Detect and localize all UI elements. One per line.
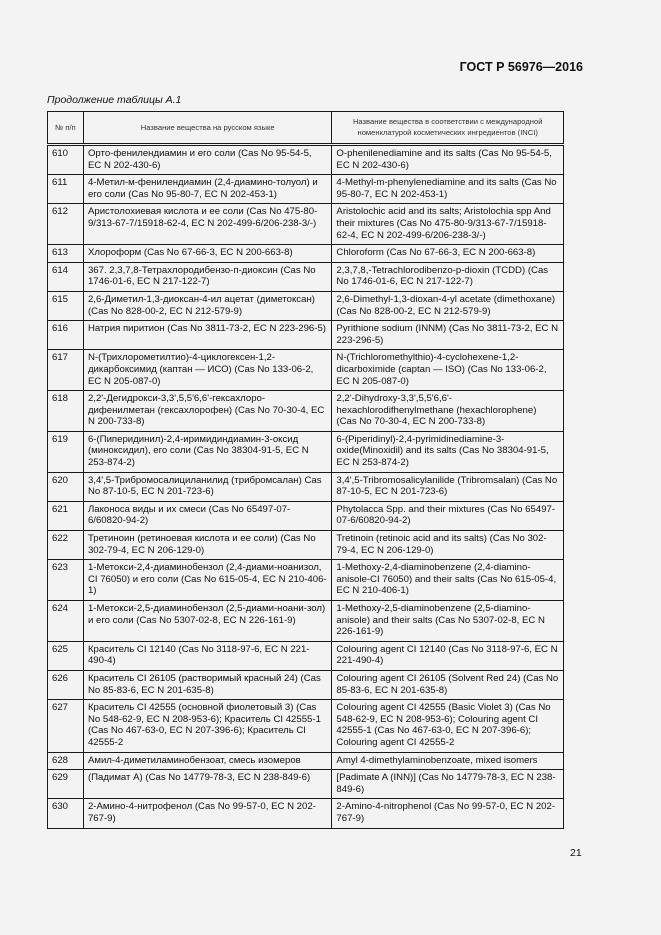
table-row bbox=[48, 262, 564, 291]
inci-name-cell: O-phenilenediamine and its salts (Cas No 95-54-5, EC N 202-430-6) bbox=[332, 145, 564, 175]
table-row bbox=[48, 501, 564, 530]
row-number-cell: 616 bbox=[48, 321, 84, 350]
inci-name-cell: Pyrithione sodium (INNM) (Cas No 3811-73-2, EC N 223-296-5) bbox=[332, 321, 564, 350]
table-row bbox=[48, 799, 564, 828]
russian-name-cell: Орто-фенилендиамин и его соли (Cas No 95-54-5, EC N 202-430-6) bbox=[83, 145, 331, 175]
inci-name-cell: 2-Amino-4-nitrophenol (Cas No 99-57-0, EC N 202-767-9) bbox=[332, 799, 564, 828]
table-row bbox=[48, 145, 564, 175]
table-row bbox=[48, 472, 564, 501]
russian-name-cell: Лаконоса виды и их смеси (Cas No 65497-07-6/60820-94-2) bbox=[83, 501, 331, 530]
row-number-cell: 615 bbox=[48, 291, 84, 320]
russian-name-cell: 367. 2,3,7,8-Тетрахлородибензо-п-диоксин (Cas No 1746-01-6, EC N 217-122-7) bbox=[83, 262, 331, 291]
table-row bbox=[48, 531, 564, 560]
russian-name-cell: 1-Метокси-2,5-диаминобензол (2,5-диами-ноани-зол) и его соли (Cas No 5307-02-8, EC N 226-161-9) bbox=[83, 601, 331, 642]
russian-name-cell: Натрия пиритион (Cas No 3811-73-2, EC N 223-296-5) bbox=[83, 321, 331, 350]
table-row bbox=[48, 245, 564, 263]
table-row bbox=[48, 641, 564, 670]
table-row bbox=[48, 770, 564, 799]
table-row bbox=[48, 350, 564, 391]
table-row bbox=[48, 175, 564, 204]
inci-name-cell: 1-Methoxy-2,4-diaminobenzene (2,4-diamino-anisole-CI 76050) and their salts (Cas No 615-05-4, EC N 210-406-1) bbox=[332, 560, 564, 601]
page-number: 21 bbox=[570, 847, 582, 859]
row-number-cell: 630 bbox=[48, 799, 84, 828]
russian-name-cell: Краситель CI 26105 (растворимый красный 24) (Cas No 85-83-6, EC N 201-635-8) bbox=[83, 670, 331, 699]
column-header-number: № п/п bbox=[48, 112, 84, 145]
inci-name-cell: Colouring agent CI 42555 (Basic Violet 3) (Cas No 548-62-9, EC N 208-953-6); Colouring agent CI 42555-1 (Cas No 467-63-0, EC N 207-396-6); Colouring agent CI 42555-2 bbox=[332, 700, 564, 752]
table-row bbox=[48, 601, 564, 642]
inci-name-cell: Colouring agent CI 12140 (Cas No 3118-97-6, EC N 221-490-4) bbox=[332, 641, 564, 670]
table-row bbox=[48, 291, 564, 320]
inci-name-cell: 3,4',5-Tribromosalicylanilide (Tribromsalan) (Cas No 87-10-5, EC N 201-723-6) bbox=[332, 472, 564, 501]
column-header-russian-name: Название вещества на русском языке bbox=[83, 112, 331, 145]
row-number-cell: 611 bbox=[48, 175, 84, 204]
row-number-cell: 627 bbox=[48, 700, 84, 752]
russian-name-cell: Аристолохиевая кислота и ее соли (Cas No 475-80-9/313-67-7/15918-62-4, EC N 202-499-6/206-238-3/-) bbox=[83, 204, 331, 245]
row-number-cell: 625 bbox=[48, 641, 84, 670]
document-code: ГОСТ Р 56976—2016 bbox=[459, 60, 583, 74]
inci-name-cell: Chloroform (Cas No 67-66-3, EC N 200-663-8) bbox=[332, 245, 564, 263]
russian-name-cell: 4-Метил-м-фенилендиамин (2,4-диамино-толуол) и его соли (Cas No 95-80-7, EC N 202-453-1) bbox=[83, 175, 331, 204]
russian-name-cell: N-(Трихлорометилтио)-4-циклогексен-1,2-дикарбоксимид (каптан — ИСО) (Cas No 133-06-2, EC N 205-087-0) bbox=[83, 350, 331, 391]
substances-table bbox=[47, 111, 564, 829]
inci-name-cell: 2,2'-Dihydroxy-3,3',5,5'6,6'-hexachlorodifhenylmethane (hexachlorophene) (Cas No 70-30-4, EC N 200-733-8) bbox=[332, 391, 564, 432]
inci-name-cell: 2,6-Dimethyl-1,3-dioxan-4-yl acetate (dimethoxane) (Cas No 828-00-2, EC N 212-579-9) bbox=[332, 291, 564, 320]
inci-name-cell: Phytolacca Spp. and their mixtures (Cas No 65497-07-6/60820-94-2) bbox=[332, 501, 564, 530]
inci-name-cell: 4-Methyl-m-phenylenediamine and its salts (Cas No 95-80-7, EC N 202-453-1) bbox=[332, 175, 564, 204]
table-row bbox=[48, 670, 564, 699]
russian-name-cell: Третиноин (ретиноевая кислота и ее соли) (Cas No 302-79-4, EC N 206-129-0) bbox=[83, 531, 331, 560]
row-number-cell: 621 bbox=[48, 501, 84, 530]
russian-name-cell: Краситель CI 42555 (основной фиолетовый 3) (Cas No 548-62-9, EC N 208-953-6); Краситель CI 42555-1 (Cas No 467-63-0, EC N 207-396-6); Краситель CI 42555-2 bbox=[83, 700, 331, 752]
inci-name-cell: [Padimate A (INN)] (Cas No 14779-78-3, EC N 238-849-6) bbox=[332, 770, 564, 799]
russian-name-cell: Краситель CI 12140 (Cas No 3118-97-6, EC N 221-490-4) bbox=[83, 641, 331, 670]
table-row bbox=[48, 431, 564, 472]
inci-name-cell: 2,3,7,8,-Tetrachlorodibenzo-p-dioxin (TCDD) (Cas No 1746-01-6, EC N 217-122-7) bbox=[332, 262, 564, 291]
russian-name-cell: 3,4',5-Трибромосалициланилид (трибромсалан) Cas No 87-10-5, EC N 201-723-6) bbox=[83, 472, 331, 501]
inci-name-cell: 1-Methoxy-2,5-diaminobenzene (2,5-diamino-anisole) and their salts (Cas No 5307-02-8, EC N 226-161-9) bbox=[332, 601, 564, 642]
row-number-cell: 622 bbox=[48, 531, 84, 560]
russian-name-cell: 2-Амино-4-нитрофенол (Cas No 99-57-0, EC N 202-767-9) bbox=[83, 799, 331, 828]
russian-name-cell: Амил-4-диметиламинобензоат, смесь изомеров bbox=[83, 752, 331, 770]
row-number-cell: 613 bbox=[48, 245, 84, 263]
inci-name-cell: N-(Trichloromethylthio)-4-cyclohexene-1,2-dicarboximide (captan — ISO) (Cas No 133-06-2, EC N 205-087-0) bbox=[332, 350, 564, 391]
russian-name-cell: 1-Метокси-2,4-диаминобензол (2,4-диами-ноанизол, CI 76050) и его соли (Cas No 615-05-4, EC N 210-406-1) bbox=[83, 560, 331, 601]
row-number-cell: 623 bbox=[48, 560, 84, 601]
row-number-cell: 614 bbox=[48, 262, 84, 291]
inci-name-cell: Amyl 4-dimethylaminobenzoate, mixed isomers bbox=[332, 752, 564, 770]
table-row bbox=[48, 700, 564, 752]
russian-name-cell: Хлороформ (Cas No 67-66-3, EC N 200-663-8) bbox=[83, 245, 331, 263]
table-row bbox=[48, 391, 564, 432]
table-caption: Продолжение таблицы А.1 bbox=[47, 94, 182, 106]
row-number-cell: 629 bbox=[48, 770, 84, 799]
row-number-cell: 628 bbox=[48, 752, 84, 770]
inci-name-cell: Tretinoin (retinoic acid and its salts) (Cas No 302-79-4, EC N 206-129-0) bbox=[332, 531, 564, 560]
table-row bbox=[48, 752, 564, 770]
row-number-cell: 612 bbox=[48, 204, 84, 245]
russian-name-cell: 2,6-Диметил-1,3-диоксан-4-ил ацетат (диметоксан) (Cas No 828-00-2, EC N 212-579-9) bbox=[83, 291, 331, 320]
column-header-inci-name: Название вещества в соответствии с международной номенклатурой косметических ингредиентов (INCI) bbox=[332, 112, 564, 145]
row-number-cell: 610 bbox=[48, 145, 84, 175]
inci-name-cell: 6-(Piperidinyl)-2,4-pyrimidinediamine-3-oxide(Minoxidil) and its salts (Cas No 38304-91-5, EC N 253-874-2) bbox=[332, 431, 564, 472]
table-header-row bbox=[48, 112, 564, 145]
row-number-cell: 620 bbox=[48, 472, 84, 501]
table-row bbox=[48, 321, 564, 350]
row-number-cell: 626 bbox=[48, 670, 84, 699]
inci-name-cell: Aristolochic acid and its salts; Aristolochia spp And their mixtures (Cas No 475-80-9/313-67-7/15918-62-4, EC N 202-499-6/206-238-3/-) bbox=[332, 204, 564, 245]
inci-name-cell: Colouring agent CI 26105 (Solvent Red 24) (Cas No 85-83-6, EC N 201-635-8) bbox=[332, 670, 564, 699]
row-number-cell: 618 bbox=[48, 391, 84, 432]
table-row bbox=[48, 560, 564, 601]
row-number-cell: 624 bbox=[48, 601, 84, 642]
russian-name-cell: 2,2'-Дегидрокси-3,3',5,5'6,6'-гексахлоро-дифенилметан (гексахлорофен) (Cas No 70-30-4, EC N 200-733-8) bbox=[83, 391, 331, 432]
row-number-cell: 617 bbox=[48, 350, 84, 391]
russian-name-cell: (Падимат А) (Cas No 14779-78-3, EC N 238-849-6) bbox=[83, 770, 331, 799]
table-row bbox=[48, 204, 564, 245]
russian-name-cell: 6-(Пиперидинил)-2,4-иримидиндиамин-3-оксид (миноксидил), его соли (Cas No 38304-91-5, EC N 253-874-2) bbox=[83, 431, 331, 472]
row-number-cell: 619 bbox=[48, 431, 84, 472]
